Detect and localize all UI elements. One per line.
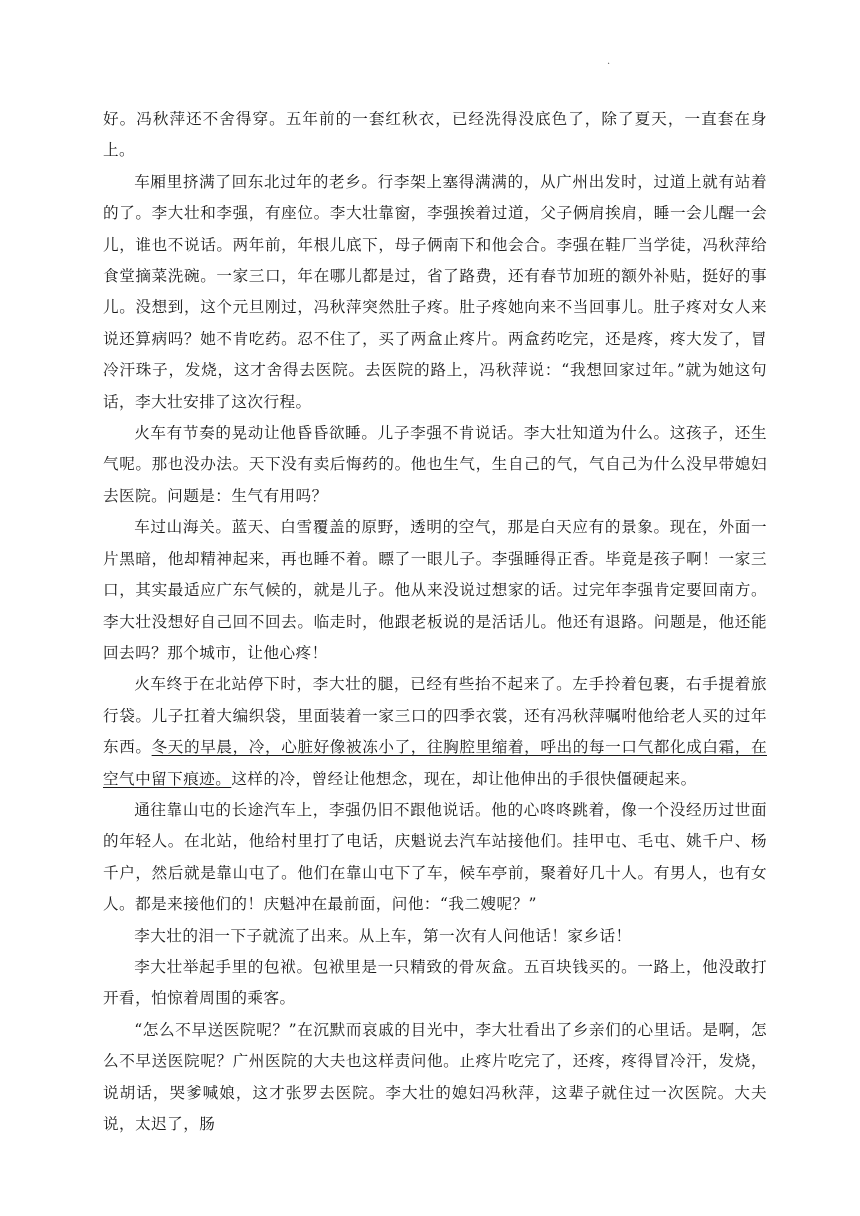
paragraph-text: 这样的冷，曾经让他想念，现在，却让他伸出的手很快僵硬起来。 — [231, 769, 697, 788]
paragraph: 李大壮的泪一下子就流了出来。从上车，第一次有人问他话！家乡话！ — [134, 926, 632, 945]
paragraph-with-underline — [103, 669, 767, 795]
paragraph: 火车有节奏的晃动让他昏昏欲睡。儿子李强不肯说话。李大壮知道为什么。这孩子，还生气呢。那也没办法。天下没有卖后悔药的。他也生气，生自己的气，气自己为什么没早带媳妇去医院。问题是：生气有用吗？ — [103, 424, 767, 505]
paragraph-text: 火车终于在北站停下时，李大壮的腿，已经有些抬不起来了。左手拎着包裹，右手提着旅行袋。儿子扛着大编织袋，里面装着一家三口的四季衣裳，还有冯秋萍嘱咐他给老人买的过年东西。 — [103, 675, 767, 757]
paragraph: “怎么不早送医院呢？”在沉默而哀戚的目光中，李大壮看出了乡亲们的心里话。是啊，怎么不早送医院呢？广州医院的大夫也这样责问他。止疼片吃完了，还疼，疼得冒冷汗，发烧，说胡话，哭爹喊娘，这才张罗去医院。李大壮的媳妇冯秋萍，这辈子就住过一次医院。大夫说，太迟了，肠 — [103, 1020, 767, 1133]
paragraph: 李大壮举起手里的包袱。包袱里是一只精致的骨灰盒。五百块钱买的。一路上，他没敢打开看，怕惊着周围的乘客。 — [103, 957, 767, 1008]
paragraph: 车厢里挤满了回东北过年的老乡。行李架上塞得满满的，从广州出发时，过道上就有站着的了。李大壮和李强，有座位。李大壮靠窗，李强挨着过道，父子俩肩挨肩，睡一会儿醒一会儿，谁也不说话。两年前，年根儿底下，母子俩南下和他会合。李强在鞋厂当学徒，冯秋萍给食堂摘菜洗碗。一家三口，年在哪儿都是过，省了路费，还有春节加班的额外补贴，挺好的事儿。没想到，这个元旦刚过，冯秋萍突然肚子疼。肚子疼她向来不当回事儿。肚子疼对女人来说还算病吗？她不肯吃药。忍不住了，买了两盒止疼片。两盒药吃完，还是疼，疼大发了，冒冷汗珠子，发烧，这才舍得去医院。去医院的路上，冯秋萍说：“我想回家过年。”就为她这句话，李大壮安排了这次行程。 — [103, 172, 767, 411]
underlined-passage: 冬天的早晨，冷，心脏好像被冻小了，往胸腔里缩着，呼出的每一口气都化成白霜，在空气中留下痕迹。 — [103, 738, 767, 788]
paragraph: 车过山海关。蓝天、白雪覆盖的原野，透明的空气，那是白天应有的景象。现在，外面一片黑暗，他却精神起来，再也睡不着。瞟了一眼儿子。李强睡得正香。毕竟是孩子啊！一家三口，其实最适应广东气候的，就是儿子。他从来没说过想家的话。过完年李强肯定要回南方。李大壮没想好自己回不回去。临走时，他跟老板说的是活话儿。他还有退路。问题是，他还能回去吗？那个城市，让他心疼！ — [103, 518, 767, 662]
paragraph: 通往靠山屯的长途汽车上，李强仍旧不跟他说话。他的心咚咚跳着，像一个没经历过世面的年轻人。在北站，他给村里打了电话，庆魁说去汽车站接他们。挂甲屯、毛屯、姚千户、杨千户，然后就是靠山屯了。他们在靠山屯下了车，候车亭前，聚着好几十人。有男人，也有女人。都是来接他们的！庆魁冲在最前面，问他：“我二嫂呢？” — [103, 800, 767, 914]
article-body — [103, 104, 767, 1140]
header-mark: · — [607, 59, 611, 70]
paragraph: 好。冯秋萍还不舍得穿。五年前的一套红秋衣，已经洗得没底色了，除了夏天，一直套在身上。 — [103, 110, 767, 160]
